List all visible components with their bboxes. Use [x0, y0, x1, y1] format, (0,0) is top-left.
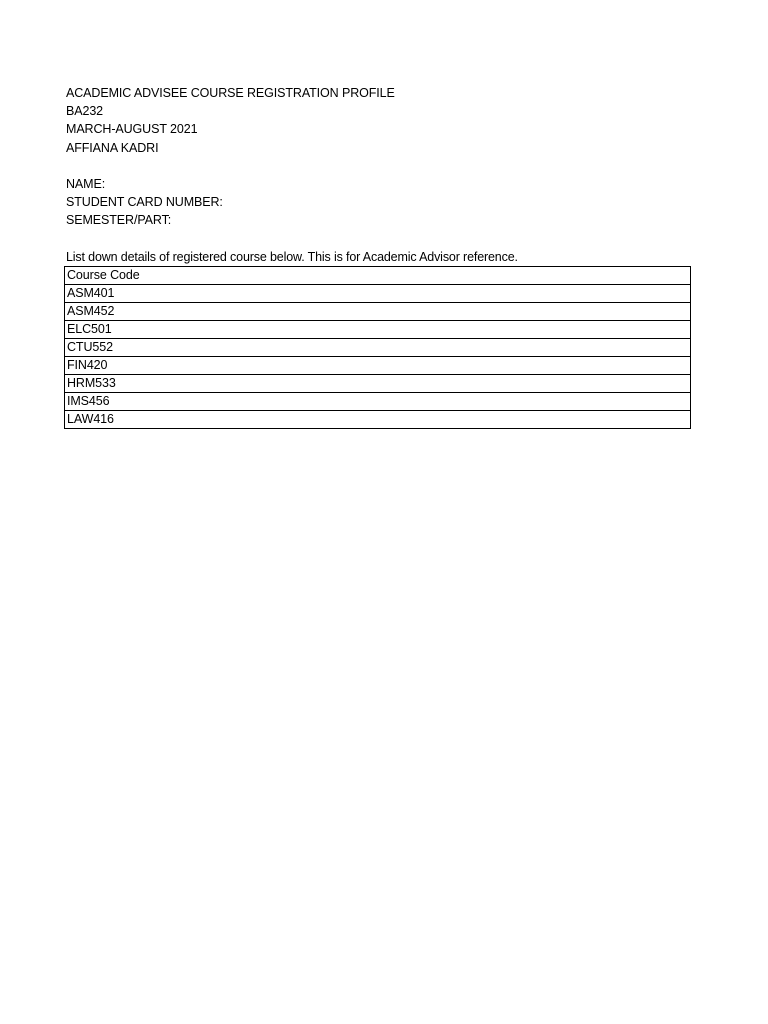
advisor-name: AFFIANA KADRI: [66, 140, 159, 155]
semester-label: SEMESTER/PART:: [66, 213, 172, 228]
student-fields: [66, 175, 223, 230]
table-row: [65, 339, 691, 357]
course-code-cell: IMS456: [65, 393, 691, 411]
course-code-cell: HRM533: [65, 375, 691, 393]
student-card-label: STUDENT CARD NUMBER:: [66, 195, 223, 210]
table-row: [65, 285, 691, 303]
course-code-cell: ASM452: [65, 303, 691, 321]
course-code-cell: ASM401: [65, 285, 691, 303]
table-row: [65, 321, 691, 339]
course-code-cell: LAW416: [65, 411, 691, 429]
session-period: MARCH-AUGUST 2021: [66, 122, 198, 137]
group-code: BA232: [66, 104, 104, 119]
instruction-text: List down details of registered course below. This is for Academic Advisor reference.: [66, 250, 518, 264]
name-label: NAME:: [66, 177, 106, 191]
table-header-row: [65, 267, 691, 285]
course-code-cell: CTU552: [65, 339, 691, 357]
table-row: [65, 411, 691, 429]
course-table: [64, 266, 691, 429]
table-row: [65, 357, 691, 375]
course-code-cell: FIN420: [65, 357, 691, 375]
course-code-header: Course Code: [65, 267, 691, 285]
course-code-cell: ELC501: [65, 321, 691, 339]
document-header: [66, 84, 395, 157]
document-title: ACADEMIC ADVISEE COURSE REGISTRATION PROFILE: [66, 86, 395, 100]
table-row: [65, 393, 691, 411]
table-row: [65, 375, 691, 393]
table-row: [65, 303, 691, 321]
